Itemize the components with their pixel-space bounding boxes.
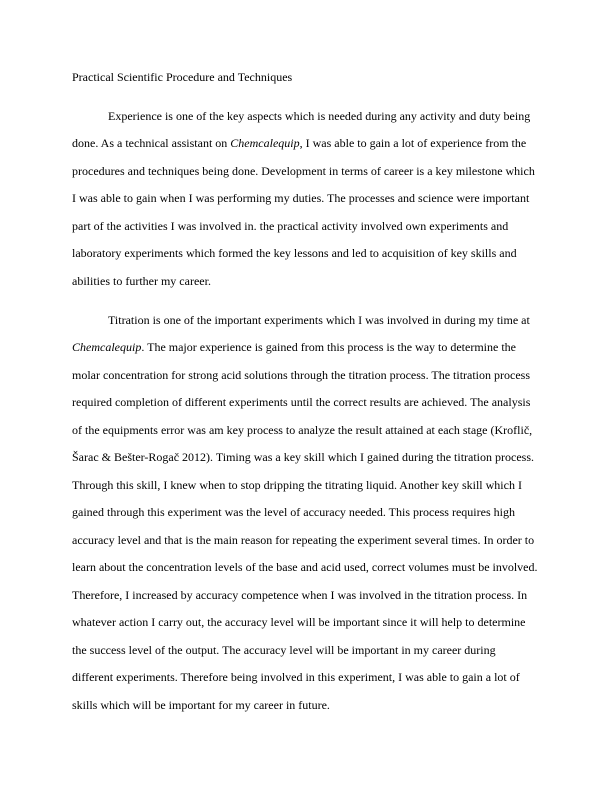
paragraph-line: Through this skill, I knew when to stop dripping the titrating liquid. Another key skill which I — [72, 478, 522, 492]
text-run: . The major experience is gained from this process is the way to determine the — [141, 340, 516, 354]
paragraph-line: Experience is one of the key aspects which is needed during any activity and duty being — [108, 109, 531, 123]
paragraph-line: the success level of the output. The accuracy level will be important in my career during — [72, 643, 496, 657]
paragraph-line: I was able to gain when I was performing my duties. The processes and science were important — [72, 191, 530, 205]
paragraph-line: skills which will be important for my career in future. — [72, 698, 330, 712]
paragraph-line — [72, 339, 516, 356]
text-run: , I was able to gain a lot of experience from the — [299, 136, 527, 150]
paragraph-line: Titration is one of the important experiments which I was involved in during my time at — [108, 313, 530, 327]
paragraph-line: part of the activities I was involved in. the practical activity involved own experiments and — [72, 219, 509, 233]
document-title: Practical Scientific Procedure and Techniques — [72, 70, 293, 84]
paragraph-line: learn about the concentration levels of the base and acid used, correct volumes must be involved. — [72, 560, 538, 574]
company-name: Chemcalequip — [230, 136, 300, 150]
paragraph-line: Šarac & Bešter-Rogač 2012). Timing was a key skill which I gained during the titration process. — [72, 450, 535, 464]
paragraph-line: abilities to further my career. — [72, 274, 211, 288]
paragraph-line: required completion of different experiments until the correct results are achieved. The analysis — [72, 395, 531, 409]
paragraph-line: laboratory experiments which formed the key lessons and led to acquisition of key skills and — [72, 246, 517, 260]
paragraph-line: whatever action I carry out, the accuracy level will be important since it will help to determine — [72, 615, 526, 629]
paragraph-line: molar concentration for strong acid solutions through the titration process. The titration process — [72, 368, 531, 382]
company-name: Chemcalequip — [72, 340, 142, 354]
paragraph-line: gained through this experiment was the level of accuracy needed. This process requires high — [72, 505, 515, 519]
paragraph-line — [72, 135, 526, 152]
paragraph-line: of the equipments error was am key process to analyze the result attained at each stage (Kroflič, — [72, 423, 533, 437]
paragraph-line: Therefore, I increased by accuracy competence when I was involved in the titration process. In — [72, 588, 528, 602]
paragraph-line: different experiments. Therefore being involved in this experiment, I was able to gain a lot of — [72, 670, 520, 684]
paragraph-line: procedures and techniques being done. Development in terms of career is a key milestone which — [72, 164, 535, 178]
paragraph-line: accuracy level and that is the main reason for repeating the experiment several times. In order to — [72, 533, 535, 547]
text-run: done. As a technical assistant on — [72, 136, 231, 150]
